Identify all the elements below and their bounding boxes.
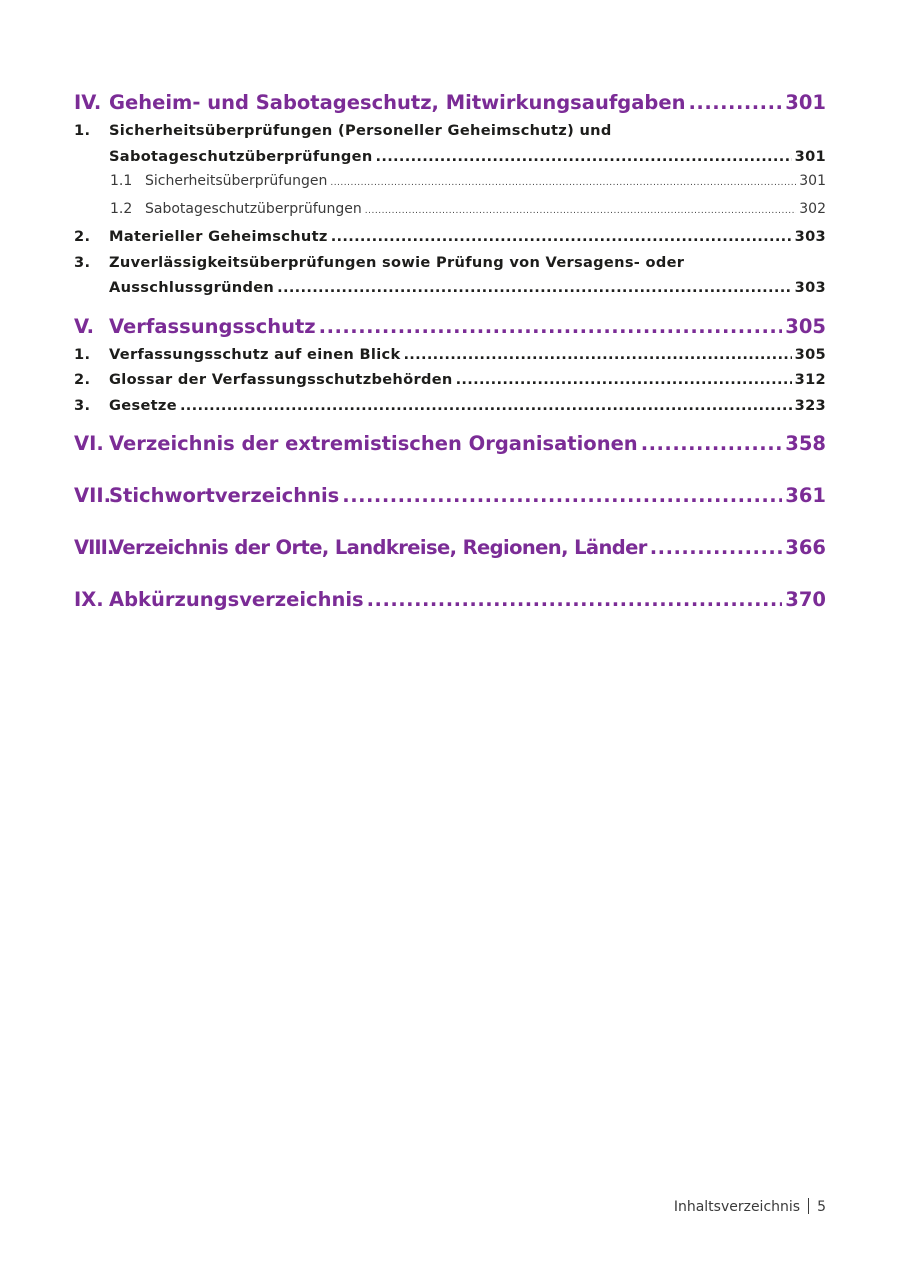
dot-leader — [403, 342, 791, 368]
section-number: 3. — [74, 396, 91, 414]
toc-subsection[interactable] — [74, 197, 826, 225]
dot-leader — [689, 88, 783, 118]
section-title: Sicherheitsüberprüfungen (Personeller Geheimschutz) und — [109, 122, 612, 139]
page-number: 305 — [794, 345, 826, 363]
page-number: 358 — [785, 432, 826, 455]
toc-chapter-vii[interactable] — [74, 481, 826, 511]
page-number: 301 — [785, 91, 826, 114]
section-number: 1. — [74, 122, 91, 139]
section-title: Ausschlussgründen — [109, 279, 275, 296]
chapter-number: VII. — [74, 484, 112, 507]
dot-leader — [367, 585, 783, 615]
subsection-number: 1.1 — [110, 173, 133, 189]
chapter-title: Abkürzungsverzeichnis — [109, 588, 364, 611]
toc-chapter-vi[interactable] — [74, 429, 826, 459]
chapter-title: Verzeichnis der extremistischen Organisationen — [109, 432, 638, 455]
page-number: 301 — [794, 147, 826, 165]
section-number: 1. — [74, 345, 91, 363]
section-number: 2. — [74, 228, 91, 245]
table-of-contents — [74, 88, 826, 615]
page-number: 301 — [799, 173, 826, 189]
dot-leader — [330, 171, 796, 197]
toc-chapter-v[interactable] — [74, 312, 826, 342]
dot-leader — [456, 367, 792, 393]
footer-divider — [808, 1198, 809, 1214]
chapter-title: Stichwortverzeichnis — [109, 484, 340, 507]
dot-leader — [319, 312, 783, 342]
dot-leader — [650, 533, 783, 563]
chapter-number: VI. — [74, 432, 104, 455]
chapter-title: Geheim- und Sabotageschutz, Mitwirkungsaufgaben — [109, 91, 686, 114]
section-title: Gesetze — [109, 396, 177, 414]
subsection-title: Sabotageschutzüberprüfungen — [145, 200, 362, 217]
footer-page-number: 5 — [817, 1199, 826, 1215]
chapter-title: Verzeichnis der Orte, Landkreise, Regionen, Länder — [109, 536, 647, 559]
toc-subsection[interactable] — [74, 169, 826, 197]
page-number: 370 — [785, 588, 826, 611]
page-number: 361 — [785, 484, 826, 507]
dot-leader — [277, 275, 792, 301]
toc-section[interactable] — [74, 393, 826, 419]
toc-section[interactable] — [74, 118, 826, 144]
dot-leader — [365, 199, 797, 225]
page-number: 305 — [785, 314, 826, 338]
section-number: 2. — [74, 371, 91, 388]
page-number: 312 — [794, 371, 826, 388]
toc-section-continuation[interactable] — [74, 275, 826, 301]
toc-chapter-viii[interactable] — [74, 533, 826, 563]
chapter-number: IX. — [74, 588, 104, 611]
section-number: 3. — [74, 253, 91, 271]
toc-section[interactable] — [74, 367, 826, 393]
dot-leader — [342, 481, 782, 511]
toc-section[interactable] — [74, 342, 826, 368]
chapter-number: V. — [74, 314, 94, 338]
toc-section[interactable] — [74, 250, 826, 276]
page-number: 366 — [785, 536, 826, 559]
section-title: Sabotageschutzüberprüfungen — [109, 147, 373, 165]
chapter-number: IV. — [74, 91, 102, 114]
page-footer — [674, 1198, 826, 1215]
dot-leader — [376, 144, 792, 170]
page-number: 303 — [794, 228, 826, 245]
toc-chapter-iv[interactable] — [74, 88, 826, 118]
page-number: 323 — [794, 396, 826, 414]
page-number: 302 — [799, 200, 826, 217]
section-title: Glossar der Verfassungsschutzbehörden — [109, 371, 453, 388]
section-title: Materieller Geheimschutz — [109, 228, 328, 245]
dot-leader — [641, 429, 783, 459]
dot-leader — [180, 393, 792, 419]
subsection-number: 1.2 — [110, 200, 133, 217]
toc-chapter-ix[interactable] — [74, 585, 826, 615]
chapter-title: Verfassungsschutz — [109, 314, 316, 338]
subsection-title: Sicherheitsüberprüfungen — [145, 173, 328, 189]
footer-section-label: Inhaltsverzeichnis — [673, 1199, 801, 1215]
chapter-number: VIII. — [74, 536, 114, 559]
section-title: Verfassungsschutz auf einen Blick — [109, 345, 401, 363]
dot-leader — [331, 224, 792, 250]
toc-section[interactable] — [74, 224, 826, 250]
page-number: 303 — [794, 279, 826, 296]
section-title: Zuverlässigkeitsüberprüfungen sowie Prüfung von Versagens- oder — [109, 253, 685, 271]
toc-section-continuation[interactable] — [74, 144, 826, 170]
